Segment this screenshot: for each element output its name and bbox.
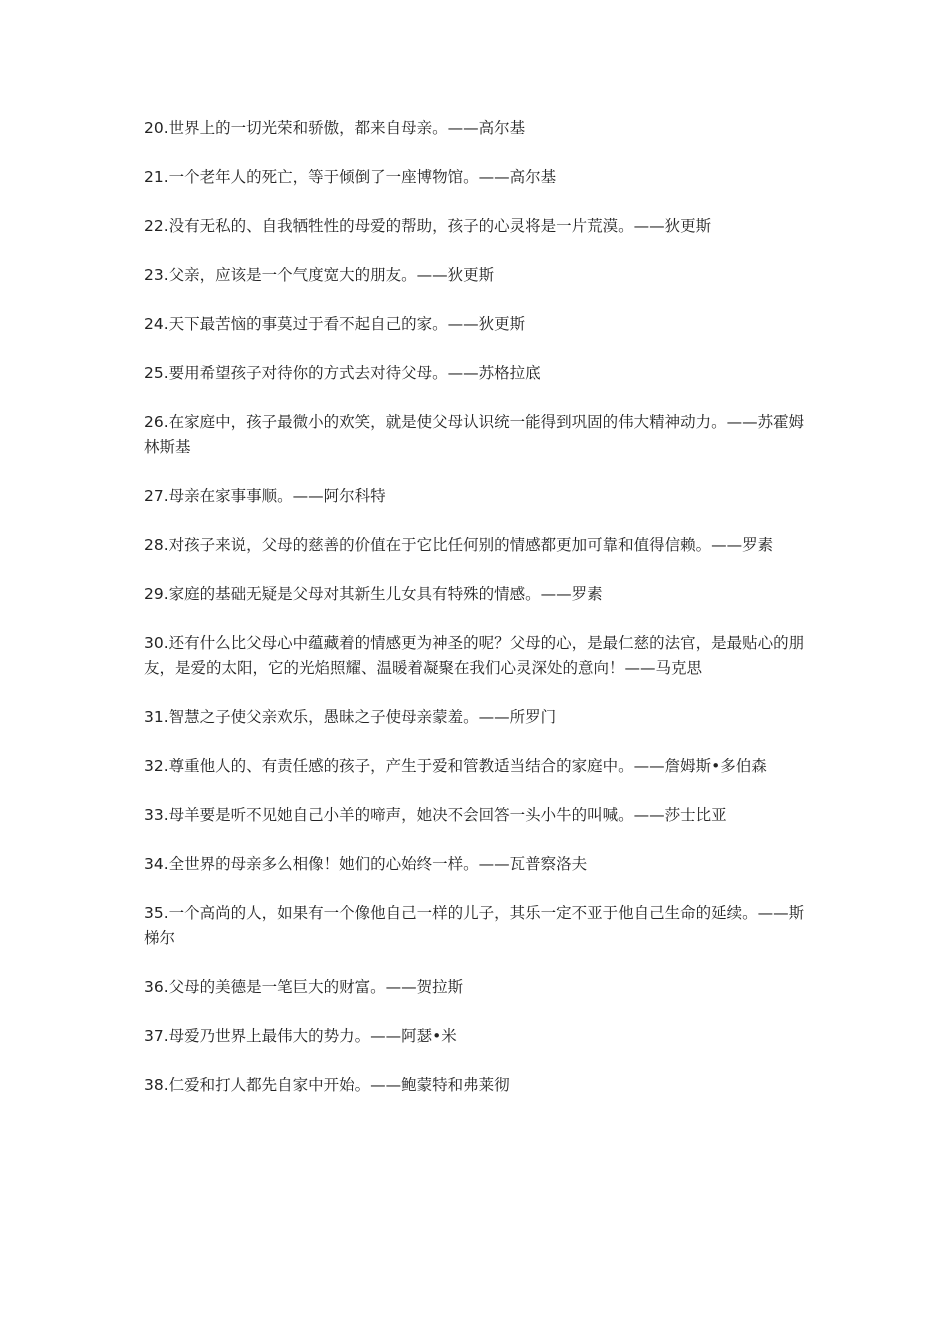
quote-33: 33.母羊要是听不见她自己小羊的啼声，她决不会回答一头小牛的叫喊。——莎士比亚 bbox=[144, 806, 727, 824]
quote-36: 36.父母的美德是一笔巨大的财富。——贺拉斯 bbox=[144, 978, 464, 996]
quote-25: 25.要用希望孩子对待你的方式去对待父母。——苏格拉底 bbox=[144, 364, 541, 382]
quote-32: 32.尊重他人的、有责任感的孩子，产生于爱和管教适当结合的家庭中。——詹姆斯•多伯森 bbox=[144, 757, 767, 775]
quote-29: 29.家庭的基础无疑是父母对其新生儿女具有特殊的情感。——罗素 bbox=[144, 585, 603, 603]
quote-38: 38.仁爱和打人都先自家中开始。——鲍蒙特和弗莱彻 bbox=[144, 1076, 510, 1094]
quote-34: 34.全世界的母亲多么相像！她们的心始终一样。——瓦普察洛夫 bbox=[144, 855, 588, 873]
quote-21: 21.一个老年人的死亡，等于倾倒了一座博物馆。——高尔基 bbox=[144, 168, 557, 186]
quote-31: 31.智慧之子使父亲欢乐，愚昧之子使母亲蒙羞。——所罗门 bbox=[144, 708, 557, 726]
quote-26: 26.在家庭中，孩子最微小的欢笑，就是使父母认识统一能得到巩固的伟大精神动力。——苏霍姆林斯基 bbox=[144, 413, 805, 456]
quote-20: 20.世界上的一切光荣和骄傲，都来自母亲。——高尔基 bbox=[144, 119, 526, 137]
quote-37: 37.母爱乃世界上最伟大的势力。——阿瑟•米 bbox=[144, 1027, 457, 1045]
quote-35: 35.一个高尚的人，如果有一个像他自己一样的儿子，其乐一定不亚于他自己生命的延续。——斯梯尔 bbox=[144, 904, 805, 947]
quote-27: 27.母亲在家事事顺。——阿尔科特 bbox=[144, 487, 386, 505]
quote-28: 28.对孩子来说，父母的慈善的价值在于它比任何别的情感都更加可靠和值得信赖。——罗素 bbox=[144, 536, 774, 554]
quote-24: 24.天下最苦恼的事莫过于看不起自己的家。——狄更斯 bbox=[144, 315, 526, 333]
quote-30: 30.还有什么比父母心中蕴藏着的情感更为神圣的呢？父母的心，是最仁慈的法官，是最贴心的朋友，是爱的太阳，它的光焰照耀、温暖着凝聚在我们心灵深处的意向！——马克思 bbox=[144, 634, 805, 677]
quote-22: 22.没有无私的、自我牺牲性的母爱的帮助，孩子的心灵将是一片荒漠。——狄更斯 bbox=[144, 217, 712, 235]
document-body bbox=[144, 116, 809, 1122]
quote-23: 23.父亲，应该是一个气度宽大的朋友。——狄更斯 bbox=[144, 266, 495, 284]
